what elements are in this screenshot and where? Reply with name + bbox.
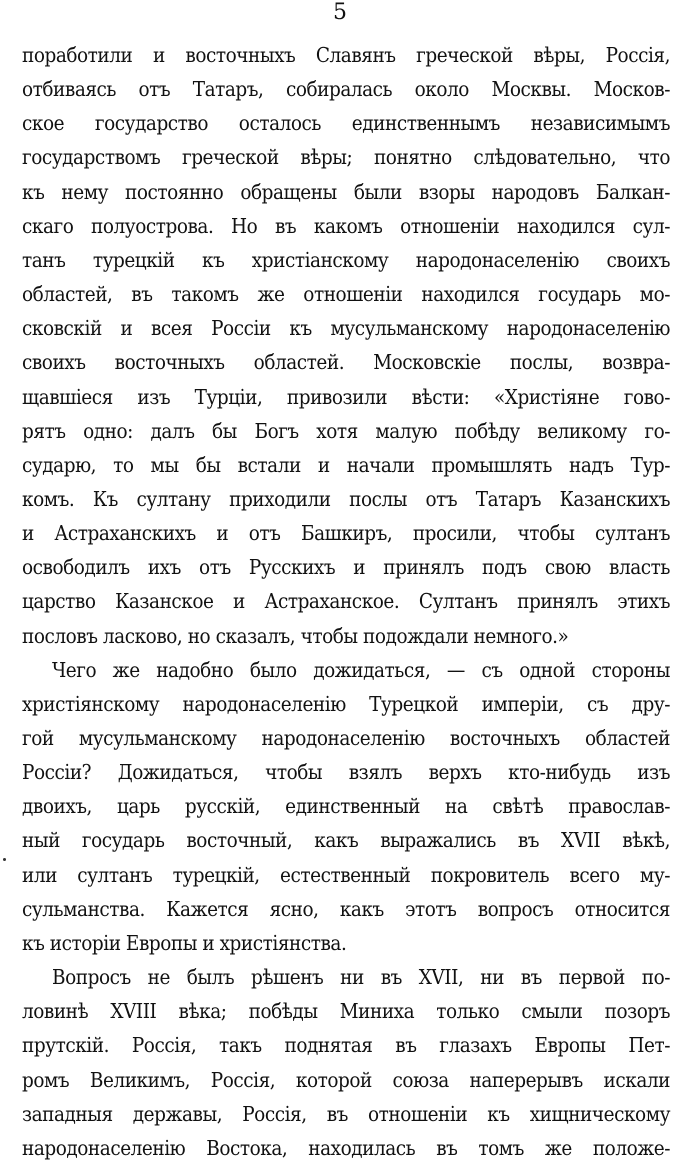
text-line: ный государь восточный, какъ выражались въ XVII вѣкѣ,	[22, 828, 670, 853]
text-line: Россіи? Дожидаться, чтобы взялъ верхъ кто-нибудь изъ	[22, 760, 670, 785]
text-line: Чего же надобно было дожидаться, — съ одной стороны	[52, 657, 670, 682]
text-line: къ исторіи Европы и христіянства.	[22, 930, 347, 955]
text-line: прутскій. Россія, такъ поднятая въ глазахъ Европы Пет-	[22, 1033, 670, 1058]
text-line: Вопросъ не былъ рѣшенъ ни въ XVII, ни въ первой по-	[52, 965, 670, 990]
text-line: отбиваясь отъ Татаръ, собиралась около Москвы. Москов-	[22, 77, 670, 102]
text-line: своихъ восточныхъ областей. Московскіе послы, возвра-	[22, 350, 670, 375]
text-line: поработили и восточныхъ Славянъ греческой вѣры, Россія,	[22, 43, 670, 67]
text-line: и Астраханскихъ и отъ Башкиръ, просили, чтобы султанъ	[22, 521, 670, 546]
text-line: освободилъ ихъ отъ Русскихъ и принялъ подъ свою власть	[22, 555, 670, 580]
page-number: 5	[333, 0, 347, 25]
text-line: сударю, то мы бы встали и начали промышлять надъ Тур-	[22, 452, 670, 477]
text-line: сульманства. Кажется ясно, какъ этотъ вопросъ относится	[22, 896, 670, 921]
text-line: щавшіеся изъ Турціи, привозили вѣсти: «Христіяне гово-	[22, 384, 670, 409]
text-line: сковскій и всея Россіи къ мусульманскому народонаселенію	[22, 316, 670, 341]
text-line: государствомъ греческой вѣры; понятно слѣдовательно, что	[22, 145, 670, 170]
text-line: пословъ ласково, но сказалъ, чтобы подождали немного.»	[22, 623, 569, 648]
text-line: танъ турецкій къ христіанскому народонаселенію своихъ	[22, 247, 670, 272]
text-line: царство Казанское и Астраханское. Султанъ принялъ этихъ	[22, 589, 670, 614]
text-line: западныя державы, Россія, въ отношеніи къ хищническому	[22, 1101, 670, 1126]
text-line: къ нему постоянно обращены были взоры народовъ Балкан-	[22, 179, 670, 204]
ink-speck	[3, 858, 6, 861]
text-line: гой мусульманскому народонаселенію восточныхъ областей	[22, 726, 670, 750]
text-line: народонаселенію Востока, находилась въ томъ же положе-	[22, 1135, 670, 1160]
text-line: областей, въ такомъ же отношеніи находился государь мо-	[22, 282, 670, 307]
text-line: или султанъ турецкій, естественный покровитель всего му-	[22, 862, 670, 887]
text-line: комъ. Къ султану приходили послы отъ Татаръ Казанскихъ	[22, 486, 670, 511]
text-line: ловинѣ XVIII вѣка; побѣды Миниха только смыли позоръ	[22, 999, 670, 1024]
text-line: двоихъ, царь русскій, единственный на свѣтѣ православ-	[22, 794, 670, 819]
text-line: рятъ одно: далъ бы Богъ хотя малую побѣду великому го-	[22, 418, 670, 443]
text-line: скаго полуострова. Но въ какомъ отношеніи находился сул-	[22, 213, 670, 238]
text-line: ромъ Великимъ, Россія, которой союза наперерывъ искали	[22, 1067, 670, 1092]
text-line: христіянскому народонаселенію Турецкой имперіи, съ дру-	[22, 691, 670, 716]
text-line: ское государство осталось единственнымъ независимымъ	[22, 111, 670, 136]
